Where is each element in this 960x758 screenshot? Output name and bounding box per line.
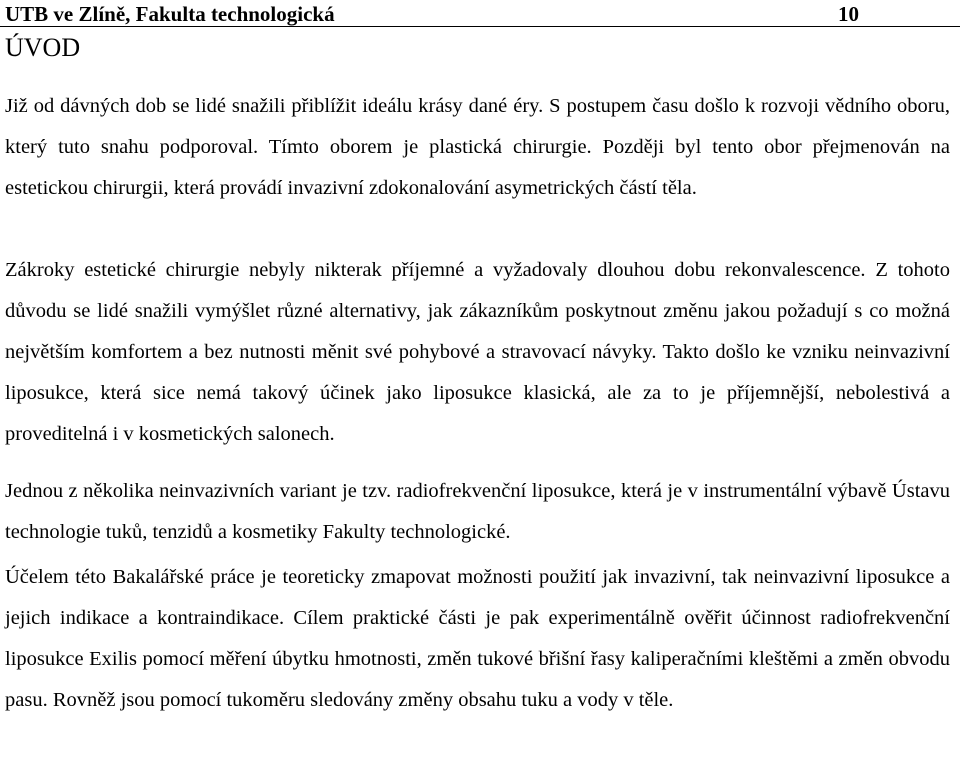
running-header [5, 0, 955, 28]
paragraph-intro: Již od dávných dob se lidé snažili přiblížit ideálu krásy dané éry. S postupem času došlo k rozvoji vědního oboru, který tuto snahu podporoval. Tímto oborem je plastická chirurgie. Později byl tento obor přejmenován na estetickou chirurgii, která provádí invazivní zdokonalování asymetrických částí těla. [5, 95, 950, 199]
header-page-number: 10 [838, 2, 859, 26]
paragraph-aim: Účelem této Bakalářské práce je teoreticky zmapovat možnosti použití jak invazivní, tak neinvazivní liposukce a jejich indikace a kontraindikace. Cílem praktické části je pak experimentálně ověřit účinnost radiofrekvenční liposukce Exilis pomocí měření úbytku hmotnosti, změn tukové břišní řasy kaliperačními kleštěmi a změn obvodu pasu. Rovněž jsou pomocí tukoměru sledovány změny obsahu tuku a vody v těle. [5, 566, 950, 711]
header-school-name: UTB ve Zlíně, Fakulta technologická [5, 2, 335, 26]
paragraph-convalescence: Zákroky estetické chirurgie nebyly nikterak příjemné a vyžadovaly dlouhou dobu rekonvalescence. Z tohoto důvodu se lidé snažili vymýšlet různé alternativy, jak zákazníkům poskytnout změnu jakou požadují s co možná největším komfortem a bez nutnosti měnit své pohybové a stravovací návyky. Takto došlo ke vzniku neinvazivní liposukce, která sice nemá takový účinek jako liposukce klasická, ale za to je příjemnější, nebolestivá a proveditelná i v kosmetických salonech. [5, 259, 950, 445]
header-divider [0, 26, 960, 27]
paragraph-radiofrequency: Jednou z několika neinvazivních variant je tzv. radiofrekvenční liposukce, která je v instrumentální výbavě Ústavu technologie tuků, tenzidů a kosmetiky Fakulty technologické. [5, 480, 950, 543]
chapter-title: ÚVOD [5, 33, 81, 62]
